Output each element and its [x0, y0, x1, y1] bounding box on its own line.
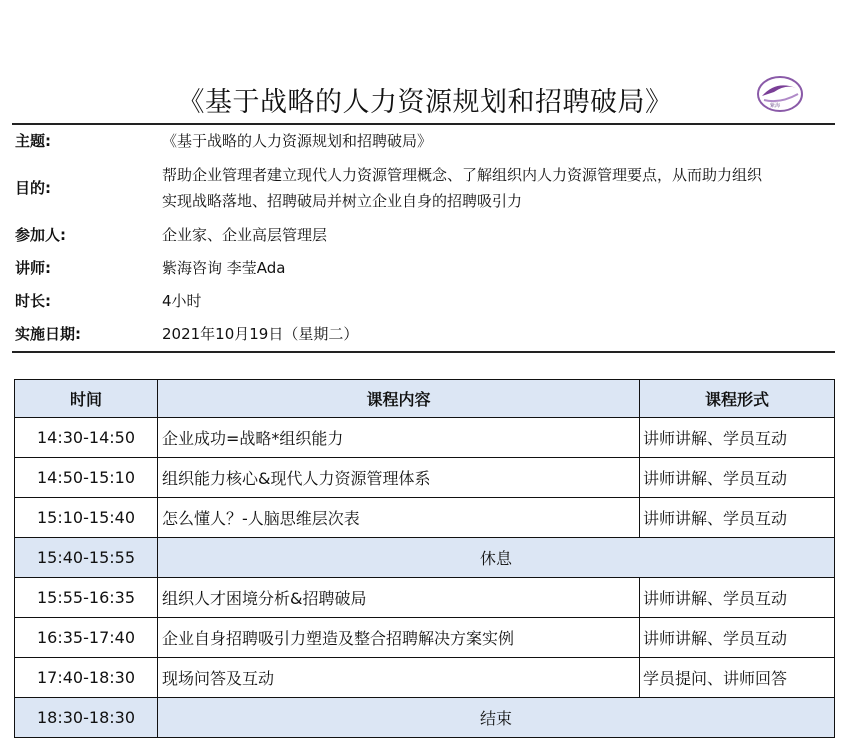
date-label: 实施日期: — [15, 325, 81, 343]
schedule-row — [15, 458, 835, 498]
purpose-label: 目的: — [15, 179, 51, 197]
row-content: 怎么懂人？-人脑思维层次表 — [158, 498, 640, 538]
schedule-row — [15, 618, 835, 658]
row-format: 讲师讲解、学员互动 — [640, 458, 835, 498]
top-divider — [12, 123, 835, 125]
date-value: 2021年10月19日（星期二） — [162, 325, 359, 343]
duration-label: 时长: — [15, 292, 51, 310]
row-content: 组织人才困境分析&招聘破局 — [158, 578, 640, 618]
schedule-row — [15, 418, 835, 458]
schedule-row — [15, 498, 835, 538]
bottom-divider — [12, 351, 835, 353]
row-content: 企业成功=战略*组织能力 — [158, 418, 640, 458]
schedule-end-row — [15, 698, 835, 738]
header-format: 课程形式 — [640, 380, 835, 418]
document-title: 《基于战略的人力资源规划和招聘破局》 — [177, 87, 673, 118]
row-time: 15:40-15:55 — [15, 538, 158, 578]
row-time: 17:40-18:30 — [15, 658, 158, 698]
row-content: 结束 — [158, 698, 835, 738]
schedule-row — [15, 578, 835, 618]
row-time: 16:35-17:40 — [15, 618, 158, 658]
row-content: 休息 — [158, 538, 835, 578]
purpose-line-1: 帮助企业管理者建立现代人力资源管理概念、了解组织内人力资源管理要点，从而助力组织 — [162, 166, 763, 184]
row-format: 讲师讲解、学员互动 — [640, 498, 835, 538]
header-time: 时间 — [15, 380, 158, 418]
row-time: 15:10-15:40 — [15, 498, 158, 538]
row-content: 现场问答及互动 — [158, 658, 640, 698]
duration-value: 4小时 — [162, 292, 202, 310]
lecturer-value: 紫海咨询 李莹Ada — [162, 259, 286, 277]
attendees-value: 企业家、企业高层管理层 — [162, 226, 328, 244]
row-format: 讲师讲解、学员互动 — [640, 418, 835, 458]
row-time: 18:30-18:30 — [15, 698, 158, 738]
row-format: 学员提问、讲师回答 — [640, 658, 835, 698]
schedule-break-row — [15, 538, 835, 578]
row-content: 组织能力核心&现代人力资源管理体系 — [158, 458, 640, 498]
schedule-table — [14, 379, 835, 738]
topic-value: 《基于战略的人力资源规划和招聘破局》 — [162, 132, 433, 150]
lecturer-label: 讲师: — [15, 259, 51, 277]
row-time: 15:55-16:35 — [15, 578, 158, 618]
purpose-value — [162, 164, 832, 212]
attendees-label: 参加人: — [15, 226, 66, 244]
schedule-header-row — [15, 380, 835, 418]
row-format: 讲师讲解、学员互动 — [640, 618, 835, 658]
company-logo — [756, 74, 804, 114]
purpose-line-2: 实现战略落地、招聘破局并树立企业自身的招聘吸引力 — [162, 192, 523, 210]
logo-icon — [756, 74, 804, 114]
row-time: 14:50-15:10 — [15, 458, 158, 498]
row-format: 讲师讲解、学员互动 — [640, 578, 835, 618]
schedule-row — [15, 658, 835, 698]
row-time: 14:30-14:50 — [15, 418, 158, 458]
topic-label: 主题: — [15, 132, 51, 150]
header-content: 课程内容 — [158, 380, 640, 418]
row-content: 企业自身招聘吸引力塑造及整合招聘解决方案实例 — [158, 618, 640, 658]
logo-text: 紫海 — [770, 103, 781, 109]
